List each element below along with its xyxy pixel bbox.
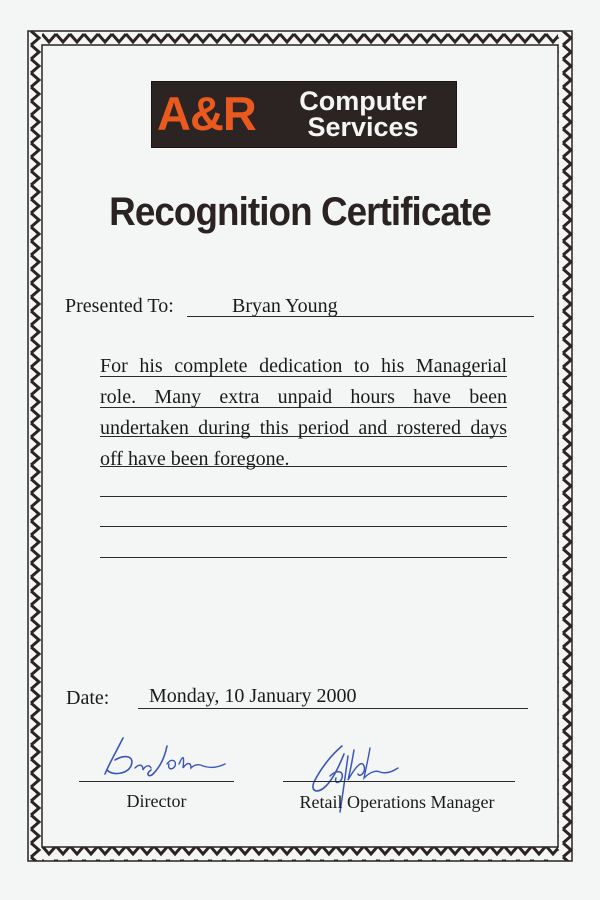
logo-company-words [270,88,456,140]
date-value: Monday, 10 January 2000 [149,685,357,707]
citation-rule-6 [100,526,507,527]
certificate-title: Recognition Certificate [109,190,491,234]
company-logo [151,81,457,148]
manager-signature-line [283,781,515,782]
director-title: Director [126,791,187,811]
presented-to-label: Presented To: [65,295,174,317]
director-signature [95,730,230,785]
logo-abbreviation: A&R [157,87,256,140]
date-label: Date: [66,687,110,709]
citation-rule-7 [100,557,507,558]
director-signature-line [79,781,234,782]
manager-title: Retail Operations Manager [299,792,495,812]
logo-line-computer: Computer [299,86,427,116]
citation-text: For his complete dedication to his Managerial role. Many extra unpaid hours have been undertaken during this period and rostered days off have been foregone. [100,355,507,470]
logo-line-services: Services [307,112,419,142]
citation-rule-5 [100,496,507,497]
recipient-name: Bryan Young [232,295,338,317]
date-underline [138,708,528,709]
